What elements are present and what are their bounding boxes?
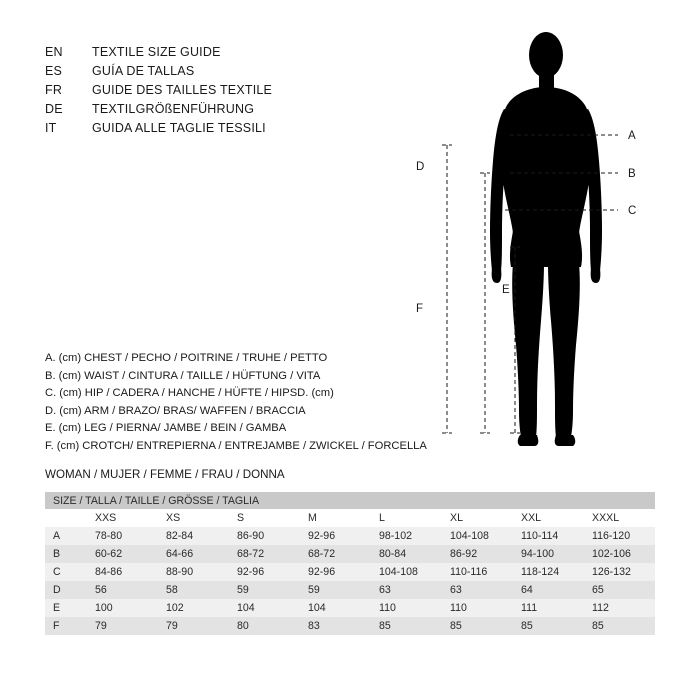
- size-col-l: L: [371, 509, 442, 527]
- cell: 86-92: [442, 545, 513, 563]
- table-row: [45, 545, 655, 563]
- cell: 126-132: [584, 563, 655, 581]
- cell: 79: [158, 617, 229, 635]
- marker-label-a: A: [628, 130, 636, 142]
- cell: 110-116: [442, 563, 513, 581]
- cell: 102: [158, 599, 229, 617]
- size-table-wrapper: [45, 492, 655, 635]
- cell: 118-124: [513, 563, 584, 581]
- table-header-row: [45, 492, 655, 509]
- cell: 92-96: [300, 527, 371, 545]
- body-figure-diagram: [400, 25, 680, 465]
- cell: 59: [300, 581, 371, 599]
- language-code: IT: [45, 121, 57, 135]
- table-row: [45, 527, 655, 545]
- language-title-block: [45, 45, 375, 140]
- legend-line-c: C. (cm) HIP / CADERA / HANCHE / HÜFTE / HIPSD. (cm): [45, 387, 334, 399]
- cell: 80: [229, 617, 300, 635]
- cell: 88-90: [158, 563, 229, 581]
- woman-silhouette: [490, 32, 602, 446]
- cell: 94-100: [513, 545, 584, 563]
- cell: 92-96: [300, 563, 371, 581]
- figure-svg: [400, 25, 680, 465]
- cell: 112: [584, 599, 655, 617]
- cell: 60-62: [87, 545, 158, 563]
- language-row: [45, 83, 375, 102]
- cell: 102-106: [584, 545, 655, 563]
- cell: 83: [300, 617, 371, 635]
- cell: 82-84: [158, 527, 229, 545]
- cell: 56: [87, 581, 158, 599]
- language-row: [45, 121, 375, 140]
- cell: 85: [584, 617, 655, 635]
- table-row: [45, 599, 655, 617]
- marker-label-f: F: [416, 303, 424, 315]
- cell: 110-114: [513, 527, 584, 545]
- cell: 104-108: [442, 527, 513, 545]
- language-title: GUIDA ALLE TAGLIE TESSILI: [92, 121, 266, 135]
- cell: 58: [158, 581, 229, 599]
- marker-label-d: D: [416, 161, 425, 173]
- cell: 86-90: [229, 527, 300, 545]
- language-code: ES: [45, 64, 63, 78]
- size-col-xl: XL: [442, 509, 513, 527]
- table-row: [45, 563, 655, 581]
- cell: 63: [371, 581, 442, 599]
- size-table: [45, 492, 655, 635]
- legend-line-b: B. (cm) WAIST / CINTURA / TAILLE / HÜFTUNG / VITA: [45, 369, 321, 382]
- size-col-m: M: [300, 509, 371, 527]
- cell: 92-96: [229, 563, 300, 581]
- cell: 104-108: [371, 563, 442, 581]
- cell: 111: [513, 599, 584, 617]
- row-label: A: [45, 527, 87, 545]
- cell: 116-120: [584, 527, 655, 545]
- size-col-xxs: XXS: [87, 509, 158, 527]
- row-label: F: [45, 617, 87, 635]
- gender-label: WOMAN / MUJER / FEMME / FRAU / DONNA: [45, 468, 285, 481]
- language-row: [45, 102, 375, 121]
- cell: 85: [513, 617, 584, 635]
- cell: 65: [584, 581, 655, 599]
- size-col-s: S: [229, 509, 300, 527]
- language-code: FR: [45, 83, 63, 97]
- row-label: D: [45, 581, 87, 599]
- cell: 78-80: [87, 527, 158, 545]
- cell: 98-102: [371, 527, 442, 545]
- cell: 79: [87, 617, 158, 635]
- size-col-xxl: XXL: [513, 509, 584, 527]
- legend-line-d: D. (cm) ARM / BRAZO/ BRAS/ WAFFEN / BRACCIA: [45, 404, 306, 417]
- language-code: EN: [45, 45, 63, 59]
- language-title: GUÍA DE TALLAS: [92, 64, 195, 78]
- cell: 59: [229, 581, 300, 599]
- cell: 85: [371, 617, 442, 635]
- marker-label-e: E: [502, 284, 510, 296]
- cell: 110: [442, 599, 513, 617]
- cell: 85: [442, 617, 513, 635]
- legend-line-a: A. (cm) CHEST / PECHO / POITRINE / TRUHE / PETTO: [45, 352, 328, 364]
- cell: 100: [87, 599, 158, 617]
- legend-line-f: F. (cm) CROTCH/ ENTREPIERNA / ENTREJAMBE / ZWICKEL / FORCELLA: [45, 439, 427, 452]
- language-row: [45, 64, 375, 83]
- table-row-sizes: [45, 509, 655, 527]
- cell: 104: [229, 599, 300, 617]
- cell: 68-72: [300, 545, 371, 563]
- row-label: C: [45, 563, 87, 581]
- marker-label-b: B: [628, 168, 636, 180]
- table-row: [45, 581, 655, 599]
- cell: 64: [513, 581, 584, 599]
- row-label: [45, 509, 87, 527]
- language-row: [45, 45, 375, 64]
- language-code: DE: [45, 102, 63, 116]
- legend-line-e: E. (cm) LEG / PIERNA/ JAMBE / BEIN / GAMBA: [45, 422, 287, 434]
- size-col-xs: XS: [158, 509, 229, 527]
- marker-label-c: C: [628, 205, 637, 217]
- row-label: E: [45, 599, 87, 617]
- cell: 110: [371, 599, 442, 617]
- cell: 68-72: [229, 545, 300, 563]
- language-title: TEXTILE SIZE GUIDE: [92, 45, 221, 59]
- size-col-xxxl: XXXL: [584, 509, 655, 527]
- language-title: TEXTILGRÖßENFÜHRUNG: [92, 102, 255, 116]
- table-row: [45, 617, 655, 635]
- row-label: B: [45, 545, 87, 563]
- size-header-label: SIZE / TALLA / TAILLE / GRÖSSE / TAGLIA: [53, 494, 260, 507]
- cell: 64-66: [158, 545, 229, 563]
- cell: 104: [300, 599, 371, 617]
- cell: 84-86: [87, 563, 158, 581]
- cell: 80-84: [371, 545, 442, 563]
- cell: 63: [442, 581, 513, 599]
- language-title: GUIDE DES TAILLES TEXTILE: [92, 83, 273, 97]
